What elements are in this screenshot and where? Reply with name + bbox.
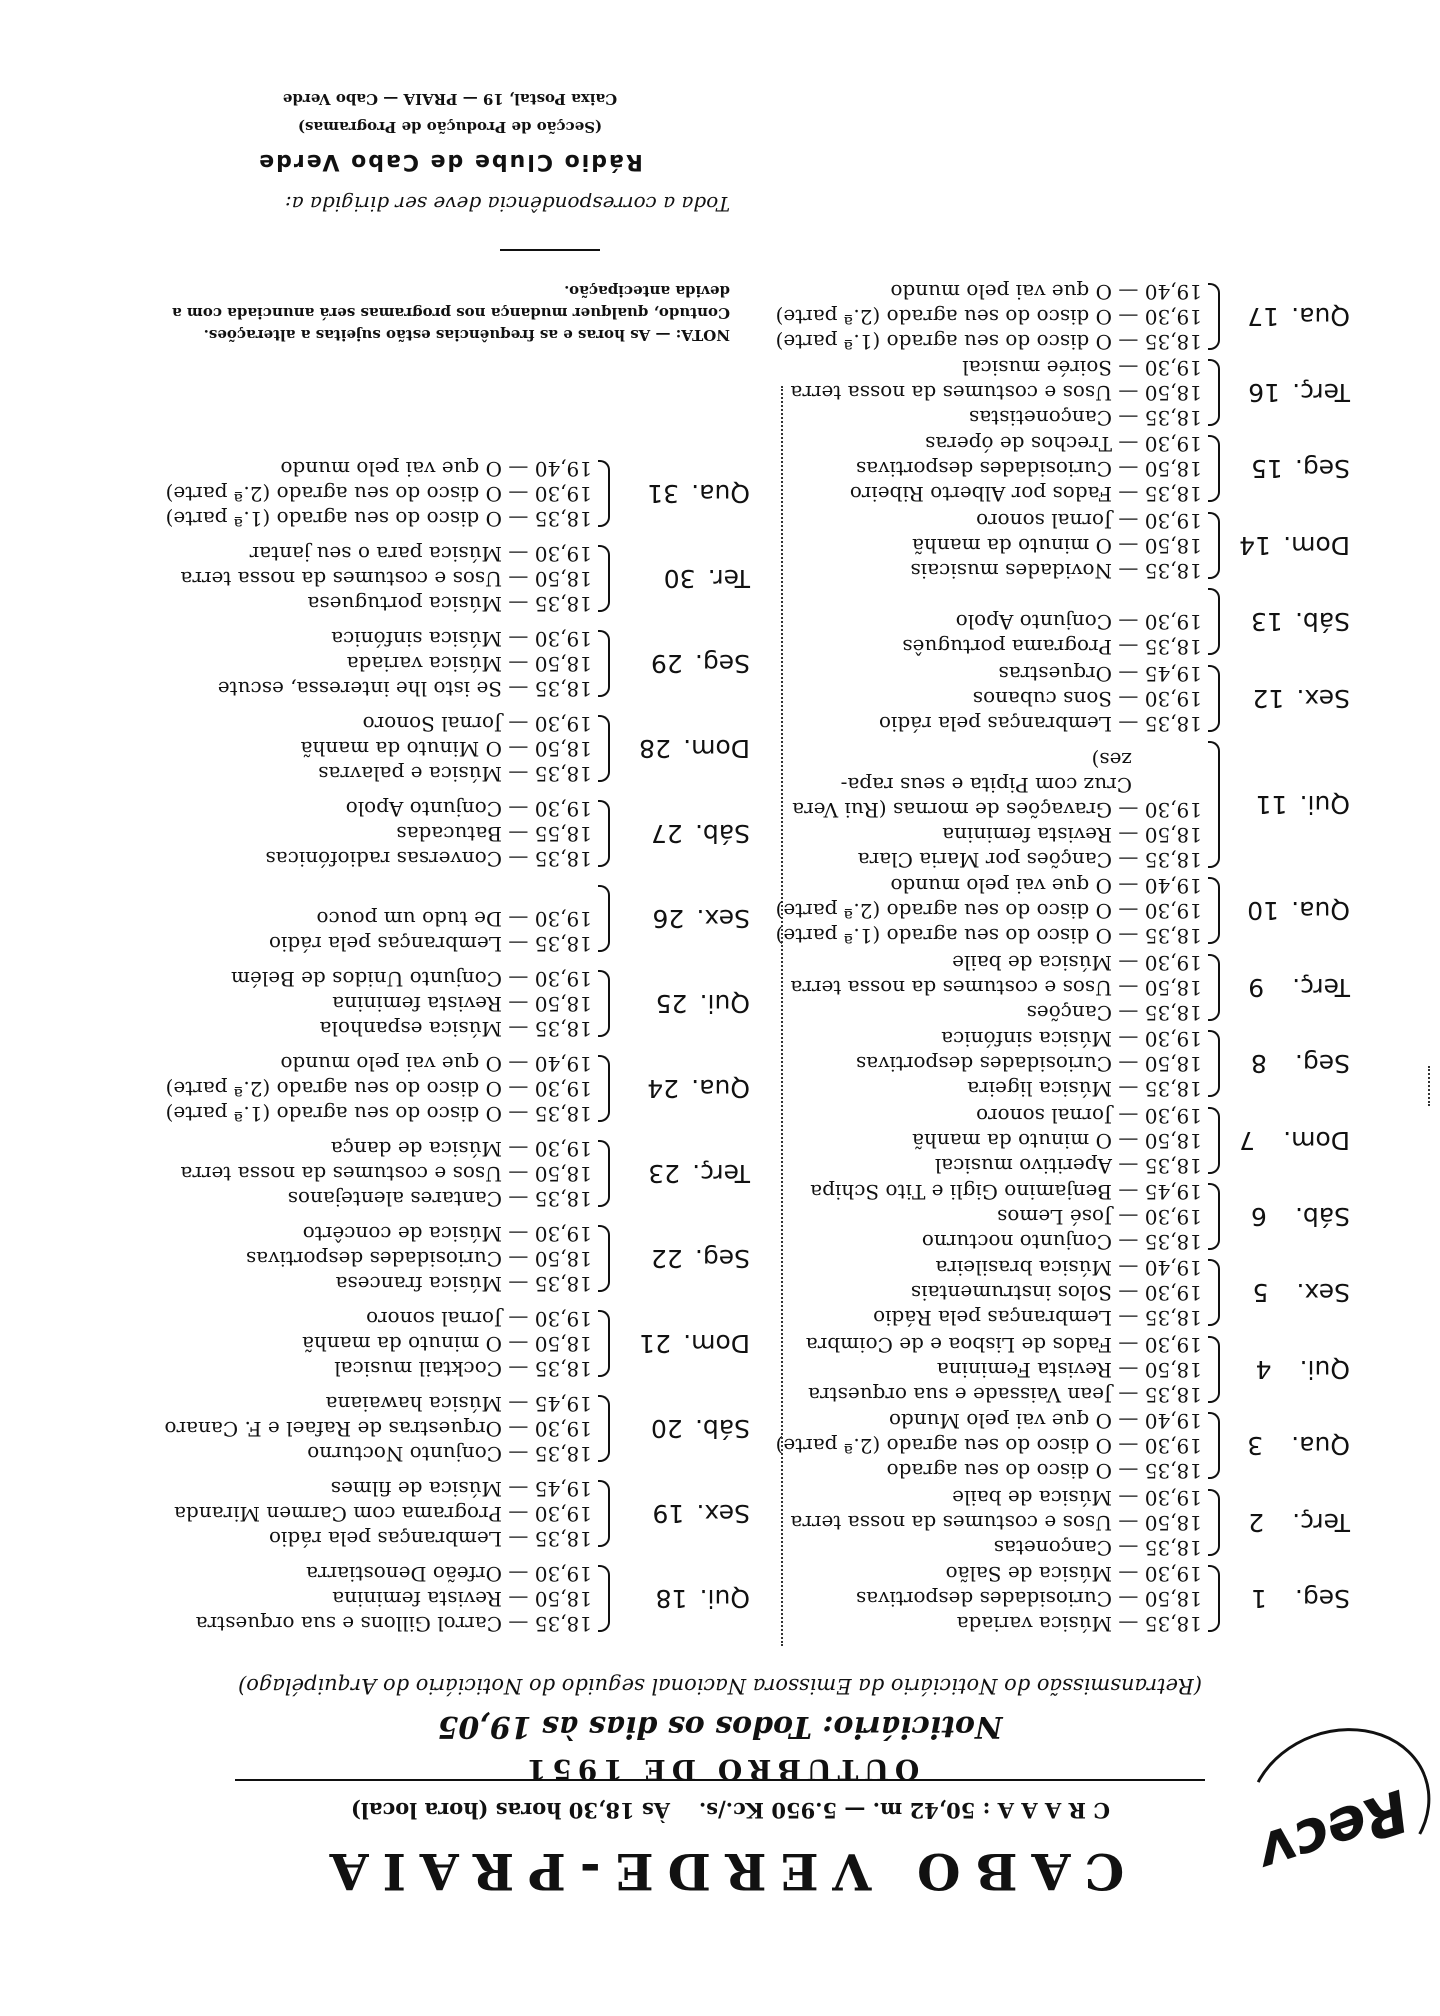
program-item: 18,35 — Lembranças pela rádio (268, 932, 592, 956)
day-label (1220, 1103, 1350, 1178)
brace (598, 1395, 610, 1462)
program-list (180, 1136, 592, 1211)
day-label (1220, 508, 1350, 583)
day-label (610, 1136, 750, 1211)
weekday: Qui. (699, 1584, 750, 1613)
weekday: Seg. (694, 649, 750, 678)
day-label (610, 1476, 750, 1551)
brace (598, 460, 610, 527)
program-list (810, 1179, 1202, 1254)
program-item: 18,50 — O Minuto da manhã (300, 737, 592, 761)
document-title: CABO VERDE-PRAIA (315, 1842, 1125, 1901)
program-item: 19,30 — José Lemos (997, 1205, 1202, 1229)
day-label (610, 796, 750, 871)
day-label (1220, 873, 1350, 948)
schedule-day (730, 584, 1350, 659)
weekday: Qua. (691, 1074, 750, 1103)
schedule-day (730, 950, 1350, 1025)
program-item: 18,35 — Canções (1026, 1000, 1202, 1025)
program-item: 18,35 — Carrol Gillons e sua orquestra (195, 1612, 592, 1636)
program-item: 18,35 — Conjunto Nocturno (307, 1442, 592, 1466)
day-label (1220, 1179, 1350, 1254)
schedule-day (730, 1103, 1350, 1178)
program-item: 19,30 — Sons cubanos (972, 686, 1202, 711)
day-number: 18 (655, 1584, 688, 1613)
program-item: 19,30 — Música sinfónica (331, 627, 592, 651)
schedule-day (130, 1136, 750, 1211)
brace (598, 545, 610, 612)
program-list (856, 1561, 1202, 1636)
day-number: 30 (663, 564, 696, 593)
program-item: 18,35 — Cocktail musical (334, 1357, 592, 1381)
program-item: 18,50 — Usos e costumes da nossa terra (180, 567, 592, 591)
weekday: Sáb. (1294, 1202, 1350, 1231)
program-item: 18,35 — Lembranças pela rádio (268, 1527, 592, 1551)
weekday: Sáb. (1294, 607, 1350, 637)
program-item: 19,40 — O que vai pelo mundo (890, 279, 1202, 304)
brace (1208, 283, 1220, 350)
station-name: Rádio Clube de Cabo Verde (257, 149, 643, 174)
weekday: Sex. (1296, 683, 1350, 713)
day-label (1220, 950, 1350, 1025)
brace (598, 1140, 610, 1207)
program-item: 18,50 — Curiosidades desportivas (855, 1052, 1202, 1077)
program-item: 19,30 — O disco do seu agrado (2.ª parte) (775, 304, 1202, 329)
program-item: 19,30 — O disco do seu agrado (2.ª parte) (165, 482, 592, 506)
brace (1208, 1107, 1220, 1174)
program-item: 18,50 — Usos e costumes da nossa terra (790, 381, 1202, 405)
program-item: 19,30 — Música sinfónica (941, 1027, 1202, 1052)
weekday: Seg. (694, 1244, 750, 1273)
schedule-day (130, 881, 750, 956)
weekday: Sáb. (694, 819, 750, 848)
day-number: 26 (652, 904, 685, 933)
schedule-day (130, 1221, 750, 1296)
schedule-day (730, 1026, 1350, 1101)
program-item: 19,45 — Música hawaiana (325, 1392, 592, 1416)
brace (598, 630, 610, 697)
day-label (1220, 1561, 1350, 1636)
program-list (776, 279, 1202, 354)
brace (598, 1480, 610, 1547)
program-list (218, 626, 592, 701)
brace (1208, 588, 1220, 655)
day-number: 22 (650, 1244, 683, 1273)
day-number: 13 (1250, 607, 1283, 637)
program-item: 18,35 — Conversas radiofónicas (265, 847, 592, 871)
day-label (1220, 1408, 1350, 1483)
day-label (610, 966, 750, 1041)
program-item: 18,35 — Música ligeira (967, 1077, 1202, 1102)
brace (598, 885, 610, 952)
program-item: 19,30 — Orquestras de Rafael e F. Canaro (164, 1417, 592, 1441)
brace (1208, 741, 1220, 868)
program-list (792, 747, 1202, 872)
program-item: 18,35 — O disco do seu agrado (1.ª parte) (775, 924, 1202, 949)
program-item: 19,30 — Conjunto Unidos de Belém (231, 967, 592, 991)
program-item: 19,30 — Gravações de mornas (Rui Vera (792, 798, 1202, 822)
program-item: 19,30 — Programa com Carmen Miranda (174, 1502, 592, 1526)
day-label (610, 626, 750, 701)
program-item: 19,30 — Música para o seu jantar (249, 542, 592, 566)
program-item: 18,50 — Usos e costumes da nossa terra (180, 1162, 592, 1186)
brace (598, 1310, 610, 1377)
day-number: 25 (655, 989, 688, 1018)
program-item: 19,30 — Jornal sonoro (366, 1307, 592, 1331)
program-item: 18,35 — Música e palavras (318, 762, 592, 786)
program-item: 19,30 — Orfeão Denostiarra (306, 1562, 592, 1586)
program-item: 19,30 — Música de concêrto (302, 1222, 592, 1246)
program-list (902, 609, 1202, 659)
day-number: 24 (647, 1074, 680, 1103)
nota-text: NOTA: — As horas e as frequências estão sujeitas a alterações. Contudo, qualquer mudança nos programas será anunciada com a devida antecipação. (171, 282, 730, 344)
program-item: 18,35 — Música portuguesa (307, 592, 592, 616)
program-list (265, 796, 592, 871)
day-number: 2 (1248, 1507, 1265, 1537)
day-number: 19 (652, 1499, 685, 1528)
weekday: Sex. (1296, 1278, 1350, 1308)
program-item: 18,35 — Lembranças pela rádio (878, 711, 1202, 736)
brace (598, 1055, 610, 1122)
day-label (1220, 584, 1350, 659)
day-label (1220, 1255, 1350, 1330)
brace (598, 1565, 610, 1632)
program-item: 19,30 — Jornal sonoro (976, 508, 1202, 533)
program-item: 18,35 — Cançonetas (993, 1535, 1202, 1560)
program-item: 19,30 — Solos instrumentais (910, 1281, 1202, 1306)
program-item: 18,55 — Batucadas (396, 822, 592, 846)
program-item: 18,35 — Cançonetistas (969, 406, 1202, 430)
brace (1208, 1259, 1220, 1326)
day-label (610, 1306, 750, 1381)
brace (1208, 665, 1220, 732)
schedule-day (130, 456, 750, 531)
brace (1208, 435, 1220, 502)
weekday: Seg. (1294, 1584, 1350, 1613)
program-item: 18,35 — Jean Vaissade e sua orquestra (808, 1382, 1202, 1407)
brace (1208, 1489, 1220, 1556)
program-item: 19,40 — O que vai pelo mundo (890, 874, 1202, 899)
schedule-day (730, 1332, 1350, 1407)
frequency: C R A A A : 50,42 m. — 5.950 Kc./s. (698, 1798, 1110, 1823)
schedule-day (130, 966, 750, 1041)
program-item: 19,45 — Música de filmes (330, 1477, 592, 1501)
program-list (180, 541, 592, 616)
day-number: 17 (1247, 301, 1280, 331)
schedule-day (130, 541, 750, 616)
weekday: Qua. (691, 479, 750, 508)
program-item: 18,35 — Música francesa (335, 1272, 592, 1296)
schedule-day (730, 1408, 1350, 1483)
program-item: 18,50 — Revista Feminina (936, 1357, 1202, 1382)
day-label (610, 1221, 750, 1296)
day-number: 3 (1247, 1431, 1264, 1461)
program-item: zes) (1091, 748, 1132, 772)
day-number: 27 (650, 819, 683, 848)
program-item: 19,45 — Orquestras (998, 661, 1202, 686)
program-item: 18,35 — Programa português (902, 635, 1202, 660)
program-item: 18,50 — Curiosidades desportivas (855, 457, 1202, 482)
day-label (1220, 1485, 1350, 1560)
weekday: Qui. (699, 989, 750, 1018)
brace (1208, 1183, 1220, 1250)
weekday: Dom. (1283, 1125, 1350, 1155)
program-list (776, 1408, 1202, 1483)
brace (598, 1225, 610, 1292)
weekday: Qua. (1291, 896, 1350, 926)
month-heading: OUTUBRO DE 1951 (520, 1753, 920, 1786)
brace (1208, 1565, 1220, 1632)
brace (598, 800, 610, 867)
program-item: 19,30 — Fados de Lisboa e de Coimbra (805, 1332, 1202, 1357)
day-label (610, 1391, 750, 1466)
schedule-day (130, 1306, 750, 1381)
weekday: Sáb. (694, 1414, 750, 1443)
program-item: 19,30 — O disco do seu agrado (2.ª parte) (775, 899, 1202, 924)
program-list (856, 1026, 1202, 1101)
program-item: Cruz com Pipita e seus rapa- (840, 773, 1132, 797)
day-label (610, 456, 750, 531)
section-name: (Secção de Produção de Programas) (297, 118, 603, 136)
program-list (301, 711, 592, 786)
day-label (1220, 355, 1350, 430)
day-number: 14 (1239, 530, 1271, 560)
weekday: Dom. (683, 1329, 750, 1358)
day-label (1220, 431, 1350, 506)
program-item: 18,50 — Usos e costumes da nossa terra (790, 975, 1202, 1000)
program-item: 19,30 — De tudo um pouco (316, 907, 592, 931)
program-list (790, 1485, 1202, 1560)
day-label (610, 1051, 750, 1126)
program-item: 18,35 — Conjunto nocturno (921, 1230, 1202, 1254)
retransmission-note: (Retransmissão do Noticiário da Emissora Nacional seguido do Noticiário do Arquipélago) (238, 1674, 1202, 1698)
program-item: 18,35 — Aperitivo musical (934, 1153, 1202, 1178)
program-list (911, 508, 1202, 583)
day-number: 12 (1252, 683, 1285, 713)
schedule-day (130, 1391, 750, 1466)
brace (1208, 512, 1220, 579)
program-list (174, 1476, 592, 1551)
day-label (610, 881, 750, 956)
brace (1208, 954, 1220, 1021)
program-list (776, 873, 1202, 948)
day-number: 1 (1250, 1584, 1267, 1613)
program-item: 19,40 — O que vai pelo Mundo (888, 1409, 1202, 1434)
program-item: 18,35 — O disco do seu agrado (886, 1459, 1202, 1484)
edge-mark (1428, 1066, 1430, 1106)
day-label (610, 541, 750, 616)
program-item: 18,35 — Novidades musicais (910, 558, 1202, 583)
program-list (196, 1561, 592, 1636)
brace (1208, 1030, 1220, 1097)
program-item: 19,30 — Conjunto Apolo (955, 610, 1202, 635)
weekday: Terç. (1292, 1507, 1350, 1537)
brace (1208, 877, 1220, 944)
day-number: 4 (1255, 1354, 1272, 1384)
program-item: 18,35 — Música variada (956, 1612, 1202, 1636)
postal-address: Caixa Postal, 19 — PRAIA — Cabo Verde (282, 90, 618, 108)
program-item: 19,30 — Jornal Sonoro (362, 712, 592, 736)
schedule-day (730, 355, 1350, 430)
program-item: 18,35 — Cantares alentejanos (287, 1187, 592, 1211)
weekday: Seg. (1294, 1049, 1350, 1079)
program-item: 18,50 — O minuto da manhã (302, 1332, 592, 1356)
day-label (1220, 1026, 1350, 1101)
day-number: 8 (1250, 1049, 1267, 1079)
program-list (790, 950, 1202, 1025)
program-item: 18,35 — Música espanhola (319, 1017, 592, 1041)
program-item: 19,30 — Música de Salão (945, 1562, 1202, 1586)
weekday: Terç. (1292, 378, 1350, 407)
noticiario-heading: Noticiário: Todos os dias às 19,05 (437, 1709, 1003, 1744)
program-item: 19,30 — Música de baile (952, 1485, 1202, 1510)
program-item: 19,40 — O que vai pelo mundo (280, 457, 592, 481)
day-number: 9 (1248, 972, 1265, 1002)
day-number: 20 (650, 1414, 683, 1443)
schedule-time: Às 18,30 horas (hora local) (350, 1798, 670, 1823)
weekday: Qui. (1299, 790, 1350, 819)
program-item: 19,40 — Música brasileira (935, 1256, 1202, 1281)
program-item: 19,30 — O disco do seu agrado (2.ª parte) (165, 1077, 592, 1101)
day-number: 15 (1250, 454, 1283, 484)
weekday: Terç. (1292, 972, 1350, 1002)
program-list (912, 1103, 1202, 1178)
program-item: 18,35 — Fados por Alberto Ribeiro (849, 482, 1202, 507)
schedule-day (130, 626, 750, 701)
program-list (790, 355, 1202, 430)
schedule-day (730, 661, 1350, 736)
day-number: 28 (639, 734, 671, 763)
program-item: 19,30 — Trechos de óperas (925, 432, 1202, 457)
schedule-day (130, 796, 750, 871)
weekday: Terç. (692, 1159, 750, 1188)
day-label (610, 711, 750, 786)
correspondence-note: Toda a correspondência deve ser dirigida a: (284, 192, 730, 216)
program-item: 18,35 — Canções por Maria Clara (857, 848, 1202, 872)
weekday: Sex. (696, 1499, 750, 1528)
program-list (164, 1391, 592, 1466)
weekday: Ter. (707, 564, 750, 593)
day-number: 29 (650, 649, 683, 678)
brace (598, 970, 610, 1037)
schedule-day (730, 431, 1350, 506)
program-item: 18,35 — Lembranças pela Rádio (873, 1306, 1202, 1331)
schedule-day (730, 737, 1350, 872)
program-list (166, 456, 592, 531)
weekday: Seg. (1294, 454, 1350, 484)
schedule-day (130, 711, 750, 786)
program-list (269, 906, 592, 956)
program-item: 19,30 — Soirée musical (962, 356, 1202, 380)
weekday: Qua. (1291, 1431, 1350, 1461)
schedule-day (130, 1476, 750, 1551)
program-item: 19,40 — O que vai pelo mundo (280, 1052, 592, 1076)
day-number: 11 (1255, 790, 1288, 819)
day-number: 7 (1239, 1125, 1256, 1155)
day-number: 5 (1252, 1278, 1269, 1308)
program-item: 18,50 — Curiosidades desportivas (855, 1587, 1202, 1611)
received-stamp-text: Recv (1249, 1775, 1417, 1889)
program-item: 18,50 — Música variada (346, 652, 592, 676)
day-label (1220, 279, 1350, 354)
day-number: 31 (647, 479, 680, 508)
program-item: 18,35 — Se isto lhe interessa, escute (217, 677, 592, 701)
schedule-day (730, 873, 1350, 948)
program-list (873, 1255, 1202, 1330)
brace (1208, 1336, 1220, 1403)
weekday: Sex. (696, 904, 750, 933)
program-item: 18,50 — Revista feminina (942, 823, 1202, 847)
program-item: 19,30 — Conjunto Apolo (345, 797, 592, 821)
program-item: 19,30 — Música de dança (330, 1137, 592, 1161)
program-item: 18,35 — O disco do seu agrado (1.ª parte) (165, 1102, 592, 1126)
day-number: 10 (1247, 896, 1280, 926)
day-label (1220, 661, 1350, 736)
schedule-day (130, 1051, 750, 1126)
program-list (246, 1221, 592, 1296)
program-list (302, 1306, 592, 1381)
program-item: 18,50 — Revista feminina (332, 1587, 592, 1611)
weekday: Qua. (1291, 301, 1350, 331)
program-list (850, 431, 1202, 506)
weekday: Dom. (683, 734, 750, 763)
day-number: 6 (1250, 1202, 1267, 1231)
program-list (231, 966, 592, 1041)
schedule-day (730, 508, 1350, 583)
program-item: 18,50 — O minuto da manhã (912, 1128, 1202, 1153)
brace (1208, 359, 1220, 426)
program-item: 18,35 — O disco do seu agrado (1.ª parte) (165, 507, 592, 531)
program-list (166, 1051, 592, 1126)
schedule-day (730, 1561, 1350, 1636)
program-item: 18,50 — Curiosidades desportivas (245, 1247, 592, 1271)
program-item: 19,45 — Benjamino Gigli e Tito Schipa (810, 1180, 1202, 1204)
day-number: 23 (648, 1159, 680, 1188)
weekday: Qui. (1299, 1354, 1350, 1384)
program-item: 19,30 — Jornal sonoro (976, 1103, 1202, 1128)
program-item: 19,30 — O disco do seu agrado (2.ª parte) (775, 1434, 1202, 1459)
day-label (610, 1561, 750, 1636)
brace (1208, 1412, 1220, 1479)
program-item: 18,50 — O minuto da manhã (912, 533, 1202, 558)
schedule-day (730, 1179, 1350, 1254)
schedule-day (730, 1485, 1350, 1560)
day-label (1220, 1332, 1350, 1407)
day-number: 16 (1248, 378, 1280, 407)
schedule-day (730, 1255, 1350, 1330)
program-list (879, 661, 1202, 736)
schedule-day (730, 279, 1350, 354)
program-list (806, 1332, 1202, 1407)
day-number: 21 (639, 1329, 671, 1358)
program-item: 19,30 — Música de baile (952, 950, 1202, 975)
program-item: 18,35 — O disco do seu agrado (1.ª parte) (775, 329, 1202, 354)
brace (598, 715, 610, 782)
program-item: 18,50 — Usos e costumes da nossa terra (790, 1510, 1202, 1535)
footer-divider (500, 249, 600, 251)
weekday: Dom. (1283, 530, 1350, 560)
program-item: 18,50 — Revista feminina (332, 992, 592, 1016)
day-label (1220, 737, 1350, 872)
schedule-day (130, 1561, 750, 1636)
